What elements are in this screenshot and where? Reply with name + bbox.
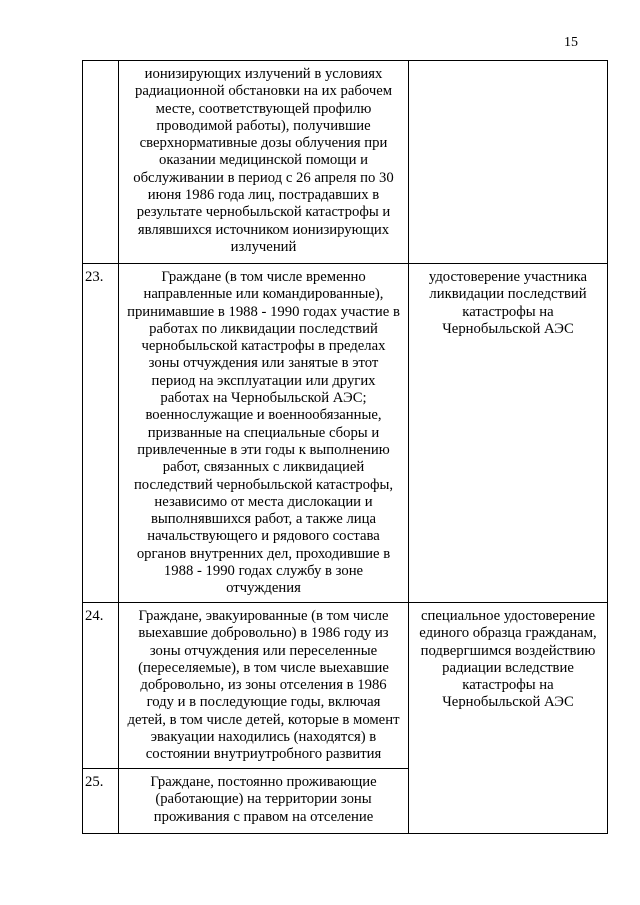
table-row — [83, 264, 608, 603]
row-document-cell — [409, 61, 608, 264]
row-number-cell — [83, 61, 119, 264]
row-description: Граждане, эвакуированные (в том числе выехавшие добровольно) в 1986 году из зоны отчуждения или переселенные (переселяемые), в том числе выехавшие добровольно, из зоны отселения в 1986 году и в последующие годы, включая детей, в том числе детей, которые в момент эвакуации находились (находятся) в состоянии внутриутробного развития — [119, 603, 409, 769]
table-row — [83, 603, 608, 769]
page-number: 15 — [564, 35, 578, 50]
row-number: 24. — [83, 603, 119, 769]
row-description: Граждане (в том числе временно направленные или командированные), принимавшие в 1988 - 1990 годах участие в работах по ликвидации последствий чернобыльской катастрофы в пределах зоны отчуждения или занятые в этот период на эксплуатации или других работах на Чернобыльской АЭС; военнослужащие и военнообязанные, призванные на специальные сборы и привлеченные в эти годы к выполнению работ, связанных с ликвидацией последствий чернобыльской катастрофы, независимо от места дислокации и выполнявшихся работ, а также лица начальствующего и рядового состава органов внутренних дел, проходившие в 1988 - 1990 годах службу в зоне отчуждения — [119, 264, 409, 603]
row-description: Граждане, постоянно проживающие (работающие) на территории зоны проживания с правом на отселение — [119, 769, 409, 834]
row-number: 23. — [83, 264, 119, 603]
row-number: 25. — [83, 769, 119, 834]
document-table — [82, 60, 608, 834]
row-document: удостоверение участника ликвидации последствий катастрофы на Чернобыльской АЭС — [409, 264, 608, 603]
row-description: ионизирующих излучений в условиях радиационной обстановки на их рабочем месте, соответствующей профилю проводимой работы), получившие сверхнормативные дозы облучения при оказании медицинской помощи и обслуживании в период с 26 апреля по 30 июня 1986 года лиц, пострадавших в результате чернобыльской катастрофы и являвшихся источником ионизирующих излучений — [119, 61, 409, 264]
row-document: специальное удостоверение единого образца гражданам, подвергшимся воздействию радиации вследствие катастрофы на Чернобыльской АЭС — [409, 603, 608, 834]
table-row — [83, 61, 608, 264]
